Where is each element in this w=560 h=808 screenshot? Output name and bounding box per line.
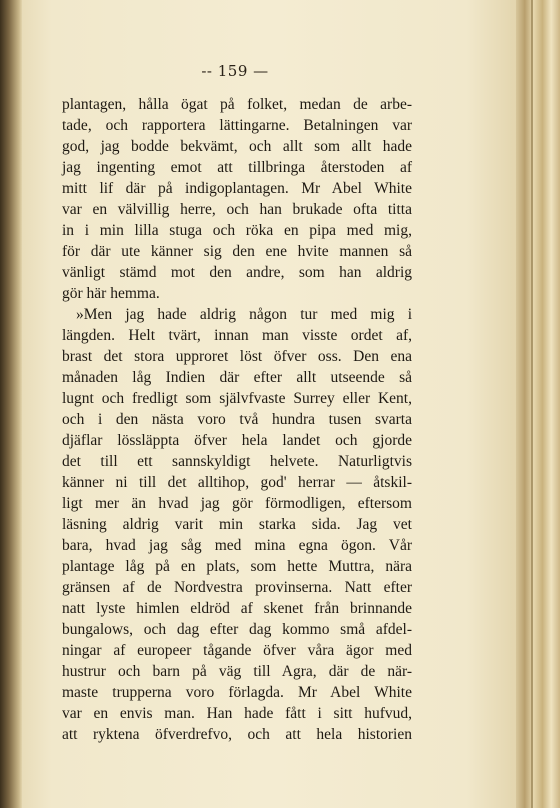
text-line: längden. Helt tvärt, innan man visste ordet af, <box>62 327 412 344</box>
text-line: var en välvillig herre, och han brukade ofta titta <box>62 201 412 218</box>
text-line: plantagen, hålla ögat på folket, medan de arbe- <box>62 96 412 113</box>
text-line: mitt lif där på indigoplantagen. Mr Abel White <box>62 180 412 197</box>
text-line: var en envis man. Han hade fått i sitt hufvud, <box>62 705 412 722</box>
text-line: lugnt och fredligt som självfvaste Surrey eller Kent, <box>62 390 412 407</box>
text-line: djäflar lössläppta öfver hela landet och gjorde <box>62 432 412 449</box>
text-line: in i min lilla stuga och röka en pipa med mig, <box>62 222 412 239</box>
text-line: natt lyste himlen eldröd af skenet från brinnande <box>62 600 412 617</box>
text-line: tade, och rapportera lättingarne. Betalningen var <box>62 117 412 134</box>
text-line: »Men jag hade aldrig någon tur med mig i <box>76 306 412 323</box>
page-edge-line <box>531 0 533 808</box>
text-line: vänligt stämd mot den andre, som han aldrig <box>62 264 412 281</box>
text-line: bungalows, och dag efter dag kommo små afdel- <box>62 621 412 638</box>
text-line: gränsen af de Nordvestra provinserna. Natt efter <box>62 579 412 596</box>
text-line: ligt mer än hvad jag gör förmodligen, eftersom <box>62 495 412 512</box>
text-line: hustrur och barn på väg till Agra, där de när- <box>62 663 412 680</box>
page-edges <box>516 0 560 808</box>
binding-edge <box>0 0 22 808</box>
text-line: och i den nästa voro två hundra tusen svarta <box>62 411 412 428</box>
text-line: bara, hvad jag såg med mina egna ögon. Vår <box>62 537 412 554</box>
text-line: gör här hemma. <box>62 285 160 302</box>
text-line: läsning aldrig varit min starka sida. Jag vet <box>62 516 412 533</box>
text-line: månaden låg Indien där efter allt utseende så <box>62 369 412 386</box>
text-line: brast det stora upproret löst öfver oss. Den ena <box>62 348 412 365</box>
text-line: jag ingenting emot att tillbringa återstoden af <box>62 159 412 176</box>
text-line: plantage låg på en plats, som hette Muttra, nära <box>62 558 412 575</box>
text-line: ningar af europeer tågande öfver våra ägor med <box>62 642 412 659</box>
text-line: känner ni till det alltihop, god' herrar — åtskil- <box>62 474 412 491</box>
text-line: god, jag bodde bekvämt, och allt som allt hade <box>62 138 412 155</box>
text-line: för där ute känner sig den ene hvite mannen så <box>62 243 412 260</box>
text-line: maste trupperna voro förlagda. Mr Abel White <box>62 684 412 701</box>
text-line: det till ett sannskyldigt helvete. Naturligtvis <box>62 453 412 470</box>
page-number: -- 159 — <box>201 62 269 80</box>
text-line: att ryktena öfverdrefvo, och att hela historien <box>62 726 412 743</box>
